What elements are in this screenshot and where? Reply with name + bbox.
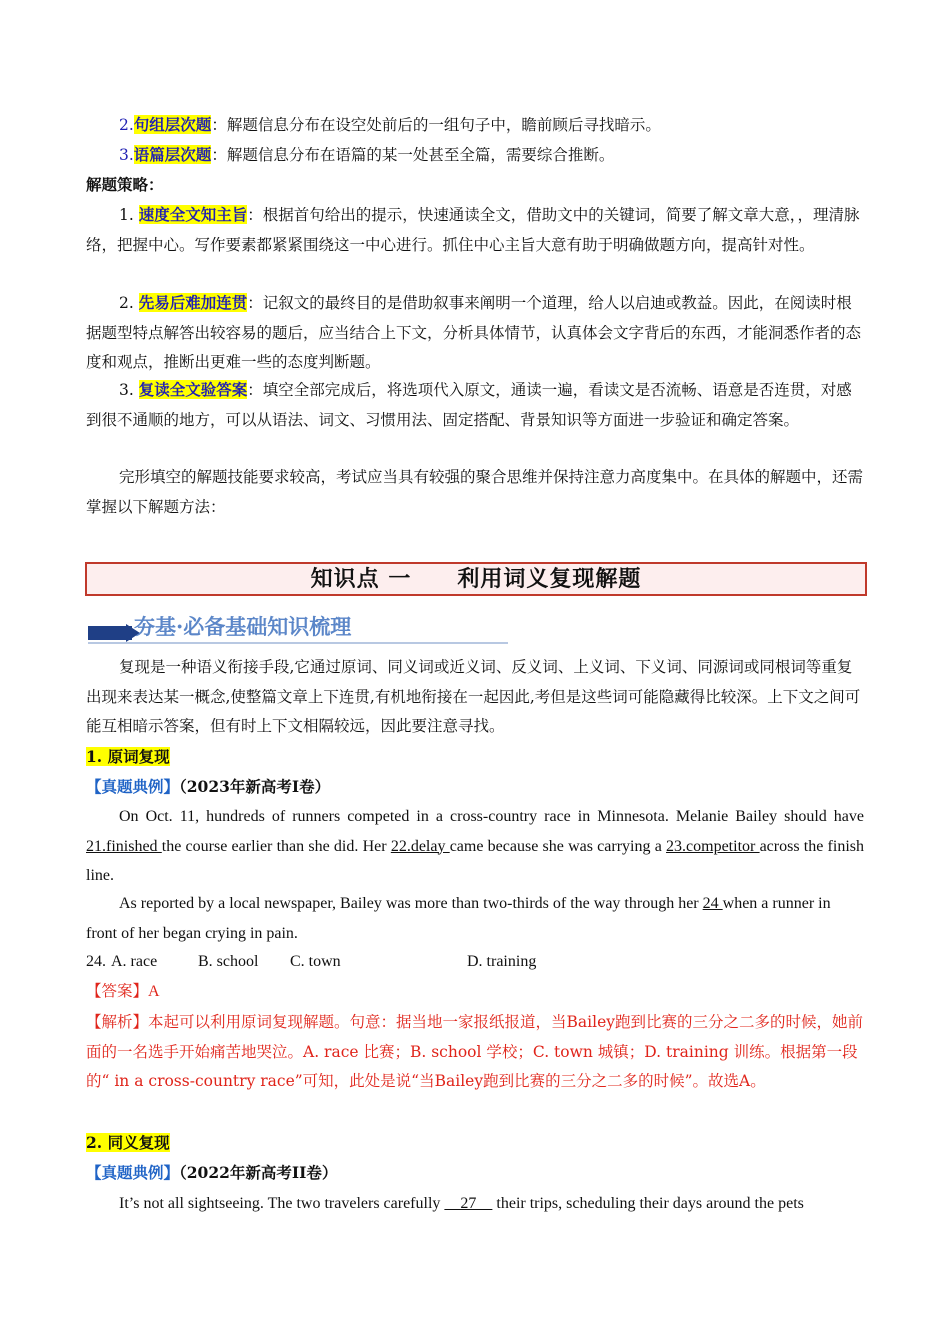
item2-number: 2. <box>119 116 134 134</box>
part1-example-line <box>86 772 864 803</box>
s3-number: 3. <box>119 381 139 399</box>
s3-text: ：填空全部完成后，将选项代入原文，通读一遍，看读文是否流畅、语意是否连贯，对感到很不通顺的地方，可以从语法、词文、习惯用法、固定搭配、背景知识等方面进一步验证和确定答案。 <box>86 381 852 429</box>
answer-tag: 【答案】 <box>86 982 149 1000</box>
option-d: D. training <box>467 953 537 970</box>
intro-item-3 <box>86 140 864 171</box>
option-c: C. town <box>290 953 341 970</box>
item3-text: ：解题信息分布在语篇的某一处甚至全篇，需要综合推断。 <box>211 146 615 164</box>
s2-label: 先易后难加连贯 <box>138 293 248 312</box>
strategy-3 <box>86 375 864 435</box>
intro-item-2 <box>86 110 864 141</box>
s2-number: 2. <box>119 294 139 312</box>
s2-text: ：记叙文的最终目的是借助叙事来阐明一个道理，给人以启迪或教益。因此，在阅读时根据题型特点解答出较容易的题后，应当结合上下文，分析具体情节，认真体会文字背后的东西，才能洞悉作者的态度和观点，推断出更难一些的态度判断题。 <box>86 294 862 371</box>
strategy-1 <box>86 200 864 260</box>
blank-27: 27 <box>444 1195 493 1212</box>
part1-example-tag: 【真题典例】 <box>86 777 180 796</box>
strategy-2 <box>86 288 864 378</box>
analysis-text: 本起可以利用原词复现解题。句意：据当地一家报纸报道，当Bailey跑到比赛的三分之二多的时候，她前面的一名选手开始痛苦地哭泣。A. race 比赛；B. school 学校；C. town 城镇；D. training 训练。根据第一段的“ in a cross-country race”可知，此处是说“当Bailey跑到比赛的三分之二多的时候”。故选A。 <box>86 1013 863 1090</box>
p1a: On Oct. 11, hundreds of runners competed in a cross-country race in Minnesota. Melanie Bailey should have <box>119 808 864 825</box>
s3-label: 复读全文验答案 <box>138 380 248 399</box>
part2-example-tag: 【真题典例】 <box>86 1163 180 1182</box>
blank-21: 21.finished <box>86 837 162 855</box>
p1d: across the finish line. <box>86 837 865 884</box>
analysis-paragraph <box>86 1008 864 1097</box>
section-banner <box>88 610 508 646</box>
part2-passage-1 <box>86 1189 864 1219</box>
p2b: when a runner in front of her began crying in pain. <box>86 895 831 942</box>
option-b: B. school <box>198 953 259 970</box>
blank-23: 23.competitor <box>666 837 760 855</box>
part1-heading <box>86 742 864 773</box>
part1-passage-1 <box>86 802 864 891</box>
strategy-closing: 完形填空的解题技能要求较高，考试应当具有较强的聚合思维并保持注意力高度集中。在具体的解题中，还需掌握以下解题方法： <box>86 468 864 516</box>
s1-number: 1. <box>119 206 139 224</box>
item3-number: 3. <box>119 146 134 164</box>
section-title: 知识点 一 利用词义复现解题 <box>85 562 867 596</box>
item2-text: ：解题信息分布在设空处前后的一组句子中，瞻前顾后寻找暗示。 <box>211 116 661 134</box>
analysis-tag: 【解析】 <box>86 1013 149 1031</box>
part1-heading-text: 1. 原词复现 <box>86 747 170 766</box>
strategy-heading: 解题策略： <box>86 175 164 194</box>
p1c: came because she was carrying a <box>449 837 667 855</box>
question-number: 24. <box>86 953 106 970</box>
blank-22: 22.delay <box>390 837 450 855</box>
part2-example-line <box>86 1158 864 1189</box>
answer-value: A <box>148 983 160 1000</box>
question-24-options <box>86 947 864 977</box>
part2-heading <box>86 1128 864 1159</box>
part2-p1b: their trips, scheduling their days around the pets <box>492 1195 804 1212</box>
banner-text: 夯基·必备基础知识梳理 <box>134 614 352 639</box>
answer-line <box>86 977 864 1007</box>
overview-paragraph: 复现是一种语义衔接手段,它通过原词、同义词或近义词、反义词、上义词、下义词、同源词或同根词等重复出现来表达某一概念,使整篇文章上下连贯,有机地衔接在一起因此,考但是这些词可能隐藏得比较深。上下文之间可能互相暗示答案，但有时上下文相隔较远，因此要注意寻找。 <box>86 658 861 735</box>
part2-p1a: It’s not all sightseeing. The two travelers carefully <box>119 1195 445 1212</box>
banner-underline <box>88 642 508 644</box>
part1-example-source: （2023年新高考I卷） <box>179 777 331 796</box>
part2-heading-text: 2. 同义复现 <box>86 1133 170 1152</box>
option-a: A. race <box>111 953 158 970</box>
blank-24: 24 <box>702 895 723 912</box>
s1-text: ：根据首句给出的提示，快速通读全文，借助文中的关键词，简要了解文章大意，，理清脉络，把握中心。写作要素都紧紧围绕这一中心进行。抓住中心主旨大意有助于明确做题方向，提高针对性。 <box>86 206 860 254</box>
item2-label: 句组层次题 <box>133 115 212 134</box>
p2a: As reported by a local newspaper, Bailey was more than two-thirds of the way through her <box>119 895 703 912</box>
part1-passage-2 <box>86 889 864 948</box>
part2-example-source: （2022年新高考II卷） <box>179 1163 338 1182</box>
p1b: the course earlier than she did. Her <box>161 837 391 855</box>
s1-label: 速度全文知主旨 <box>138 205 248 224</box>
item3-label: 语篇层次题 <box>133 145 212 164</box>
